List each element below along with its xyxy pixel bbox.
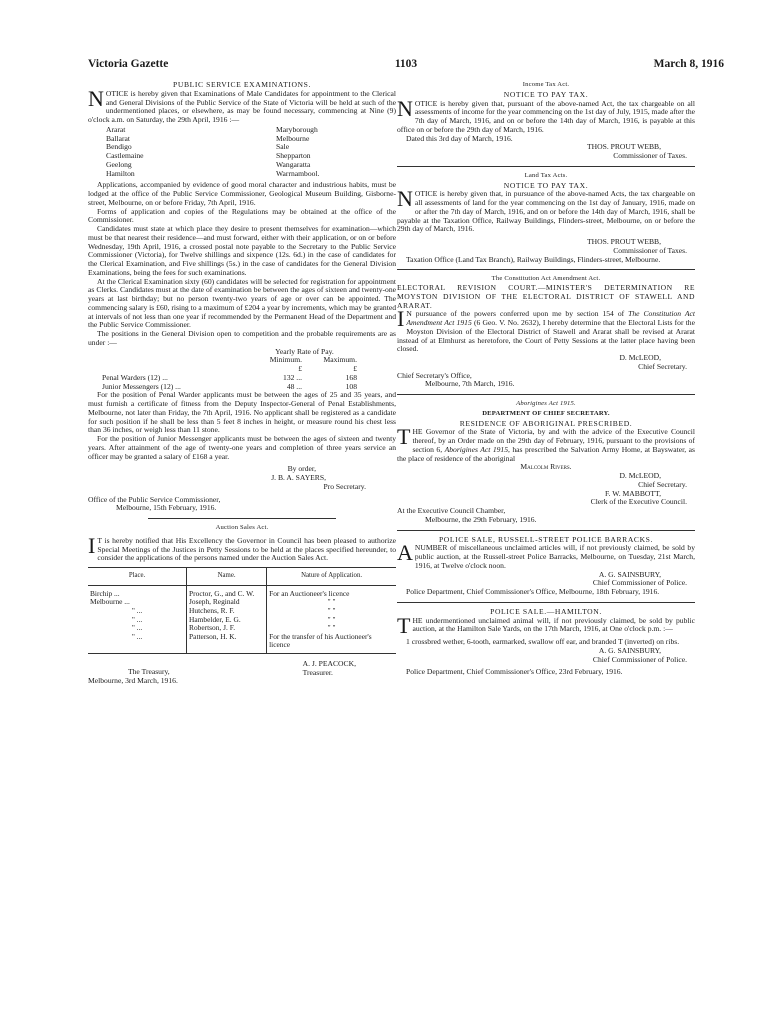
signer-name: D. McLEOD, [619, 353, 661, 362]
table-row: Birchip ... Proctor, G., and C. W. For an Auctioneer's licence [88, 585, 396, 598]
signer-name: A. G. SAINSBURY, [598, 569, 661, 579]
place-item: Hamilton [106, 168, 135, 178]
publication-title: Victoria Gazette [88, 58, 169, 70]
police-sale-hamilton-notice [397, 608, 695, 677]
drop-cap: T [397, 424, 411, 450]
section-divider [397, 530, 695, 531]
by-order: By order, [287, 464, 316, 474]
issue-place: The Treasury, [128, 666, 170, 676]
page-number: 1103 [394, 58, 418, 70]
signer-title: Commissioner of Taxes. [613, 245, 687, 255]
pay-currency: £ [353, 364, 357, 373]
paragraph: For the position of Junior Messenger applicants must be between the ages of sixteen and twenty years. After attainment of the age of twenty-one years and completion of three years service an officer may be granted a salary of £168 a year. [88, 434, 396, 461]
pay-row-max: 168 [345, 372, 357, 382]
signer-title: Chief Commissioner of Police. [592, 654, 687, 664]
place-item: Wangaratta [276, 159, 311, 169]
drop-cap: N [397, 186, 413, 212]
section-divider [397, 394, 695, 395]
examination-places [88, 126, 396, 179]
place-item: Warrnambool. [276, 168, 320, 178]
right-column [397, 80, 695, 980]
signer-name: J. B. A. SAYERS, [271, 473, 326, 482]
place-item: Ararat [106, 124, 126, 134]
pay-row-max: 108 [345, 381, 357, 391]
signer-name: THOS. PROUT WEBB, [587, 237, 661, 246]
notice-title: NOTICE TO PAY TAX. [503, 180, 589, 190]
notice-title: POLICE SALE, RUSSELL-STREET POLICE BARRACKS. [438, 534, 653, 544]
notice-body: A NUMBER of miscellaneous unclaimed articles will, if not previously claimed, be sold by public auction, at the Russell-street Police Barracks, Melbourne, on Tuesday, 21st March, 1916, at Twelve o'clock noon. [397, 540, 695, 570]
paragraph: The positions in the General Division open to competition and the probable requirements are as under :— [88, 329, 396, 347]
dated-line: Dated this 3rd day of March, 1916. [406, 133, 513, 143]
aborigines-act-notice [397, 400, 695, 525]
section-divider [397, 269, 695, 270]
notice-title: POLICE SALE.—HAMILTON. [490, 606, 602, 616]
paragraph: Forms of application and copies of the Regulations may be obtained at the office of the Commissioner. [88, 206, 396, 225]
department-heading: DEPARTMENT OF CHIEF SECRETARY. [482, 409, 610, 417]
notice-footer [88, 660, 396, 686]
notice-intro: NOTICE is hereby given that Examinations of Male Candidates for appointment to the Clerical and General Divisions of the Public Service of the State of Victoria will be held at such of the undermentioned places, or elsewhere, as may be found necessary, commencing at Nine (9) o'clock a.m. on Saturday, the 29th April, 1916 :— [88, 85, 396, 124]
signer-title: Chief Secretary. [638, 479, 687, 489]
table-row: " ... Hambelder, E. G. " " [88, 616, 396, 625]
notice-body: I N pursuance of the powers conferred upon me by section 154 of The Constitution Act Amendment Act 1915 (6 Geo. V. No. 2632), I hereby determine that the Electoral Lists for the Moyston Division of the Electoral District of Stawell and Ararat shall be revised at Ararat instead of at Elmhurst as heretofore, the Court of Petty Sessions at the latter place having been closed. [397, 306, 695, 354]
issuing-office: Taxation Office (Land Tax Branch), Railway Buildings, Flinders-street, Melbourne. [406, 254, 661, 264]
police-sale-russell-street-notice [397, 536, 695, 597]
pay-row-label: Junior Messengers (12) ... [102, 381, 181, 391]
signer-name: A. G. SAINSBURY, [598, 645, 661, 655]
notice-body: NOTICE is hereby given that, pursuant of the above-named Act, the tax chargeable on all assessments of income for the year commencing on the 1st day of July, 1915, made after the 7th day of March, 1916, and on or before the 14th day of March, 1916, is payable at this office on or before the 29th day of March, 1916. [397, 95, 695, 134]
issue-date: Melbourne, the 29th February, 1916. [425, 514, 537, 524]
signer-title: Treasurer. [302, 667, 333, 677]
place-item: Shepparton [276, 151, 311, 160]
left-column [88, 80, 396, 980]
place-item: Ballarat [106, 133, 131, 143]
act-title: Aborigines Act 1915. [516, 400, 576, 407]
pay-col-min: Minimum. [269, 355, 302, 365]
issuing-office: Police Department, Chief Commissioner's Office, 23rd February, 1916. [406, 667, 623, 677]
signer-title: Pro Secretary. [323, 481, 366, 491]
running-header [88, 58, 724, 74]
drop-cap: T [397, 612, 411, 638]
issue-place: At the Executive Council Chamber, [397, 506, 506, 515]
act-title: Auction Sales Act. [215, 524, 269, 531]
place-item: Geelong [106, 159, 132, 169]
signer-title: Chief Secretary. [638, 361, 687, 371]
pay-heading: Yearly Rate of Pay. [275, 346, 334, 356]
issue-place-date: Melbourne, 7th March, 1916. [425, 379, 515, 389]
place-item: Melbourne [276, 133, 310, 143]
clerk-name: F. W. MABBOTT, [604, 488, 661, 498]
place-item: Maryborough [276, 124, 318, 134]
auction-sales-act-notice [88, 524, 396, 685]
signer-name: THOS. PROUT WEBB, [587, 142, 661, 152]
issuing-office: Chief Secretary's Office, [397, 370, 472, 380]
act-title: Income Tax Act. [522, 81, 570, 88]
place-item: Bendigo [106, 142, 132, 152]
drop-cap: I [88, 532, 96, 558]
signer-name: A. J. PEACOCK, [302, 658, 356, 668]
constitution-act-notice [397, 275, 695, 389]
public-service-examinations-notice [88, 81, 396, 513]
notice-body: THE Governor of the State of Victoria, by and with the advice of the Executive Council thereof, by an Order made on the 29th day of February, 1916, pursuant to the provisions of section 6, Aborigines Act 1915, has prescribed the Salvation Army Home, at Bayswater, as the place of residence of the aboriginal [397, 424, 695, 463]
table-row: Melbourne ... Joseph, Reginald " " [88, 598, 396, 607]
section-divider [397, 166, 695, 167]
paragraph: For the position of Penal Warder applicants must be between the ages of 25 and 35 years, and must furnish a certificate of fitness from the Deputy Inspector-General of Penal Establishments, Melbourne, not later than Friday, the 7th April, 1916. No applicant shall be registered as a candidate for such position if he shall be less than 5 feet 8 inches in height, or measure round his chest less than 36 inches, or weigh less than 11 stone. [88, 390, 396, 435]
clerk-title: Clerk of the Executive Council. [590, 497, 687, 507]
place-item: Castlemaine [106, 151, 144, 160]
land-tax-notice [397, 172, 695, 265]
income-tax-notice [397, 81, 695, 161]
signer-name: D. McLEOD, [619, 471, 661, 480]
table-row: " ... Robertson, J. F. " " [88, 624, 396, 633]
notice-title: ELECTORAL REVISION COURT.—MINISTER'S DETERMINATION RE MOYSTON DIVISION OF THE ELECTORAL DISTRICT OF STAWELL AND ARARAT. [397, 283, 695, 310]
issuing-office: Office of the Public Service Commissioner, [88, 494, 221, 504]
column-header-nature: Nature of Application. [267, 568, 396, 586]
pay-row-min: 48 ... [286, 381, 302, 391]
table-row: " ... Hutchens, R. F. " " [88, 607, 396, 616]
applications-table [88, 567, 396, 654]
aboriginal-name: Malcolm Rivers. [520, 462, 572, 472]
notice-title: NOTICE TO PAY TAX. [503, 89, 589, 99]
act-title: The Constitution Act Amendment Act. [491, 275, 601, 283]
drop-cap: A [397, 540, 413, 566]
notice-title: PUBLIC SERVICE EXAMINATIONS. [173, 80, 311, 89]
issuing-office: Police Department, Chief Commissioner's Office, Melbourne, 18th February, 1916. [406, 587, 660, 596]
issue-place-date: Melbourne, 15th February, 1916. [116, 503, 217, 513]
place-item: Sale [276, 142, 290, 152]
notice-title: RESIDENCE OF ABORIGINAL PRESCRIBED. [459, 418, 633, 428]
notice-body: NOTICE is hereby given that, in pursuance of the above-named Acts, the tax chargeable on all assessments of land for the year commencing on the 1st day of January, 1916, made on or after the 7th day of March, 1916, and on or before the 14th day of March, 1916, shall be payable at the Taxation Office, Railway Buildings, Flinders-street, Melbourne, on or before the 29th day of March, 1916. [397, 186, 695, 234]
column-header-name: Name. [187, 568, 267, 586]
pay-currency: £ [298, 364, 302, 373]
sale-item: 1 crossbred wether, 6-tooth, earmarked, swallow off ear, and branded T (inverted) on ribs. [406, 637, 680, 646]
pay-row-label: Penal Warders (12) ... [102, 372, 168, 382]
notice-body: THE undermentioned unclaimed animal will, if not previously claimed, be sold by public auction, at the Hamilton Sale Yards, on the 17th March, 1916, at One o'clock p.m. :— [397, 612, 695, 638]
drop-cap: I [397, 306, 405, 332]
signer-title: Commissioner of Taxes. [613, 151, 687, 160]
notice-body: I T is hereby notified that His Excellency the Governor in Council has been pleased to authorize Special Meetings of the Justices in Petty Sessions to be held at the places specified hereunder, to consider the applications of the persons named under the Auction Sales Act. [88, 532, 396, 563]
paragraph: At the Clerical Examination sixty (60) candidates will be selected for registration for appointment as Clerks. Candidates must at the date of examination be between the ages of sixteen and twenty-one years at last birthday; but no person twenty-two years of age or over can be appointed. The commencing salary is £60, rising to a maximum of £204 a year by increments, which may be granted at intervals of not less than one year if recommended by the Permanent Head of the Department and the Public Service Commissioner. [88, 276, 396, 330]
issue-date: Melbourne, 3rd March, 1916. [88, 675, 178, 685]
pay-row-min: 132 ... [283, 372, 302, 382]
column-header-place: Place. [88, 568, 187, 586]
pay-table [88, 348, 396, 392]
drop-cap: N [397, 95, 413, 121]
paragraph: Candidates must state at which place they desire to present themselves for examination—which must be that nearest their residence—and must forward, either with their application, or on or before Wednesday, 19th April, 1916, a crossed postal note payable to the Secretary to the Public Service Commissioner (Victoria), for Twelve shillings and sixpence (12s. 6d.) in the case of candidates for the Clerical Examination, and Five shillings (5s.) in the case of candidates for the General Division Examinations, being the fees for such examinations. [88, 224, 396, 277]
section-divider [397, 602, 695, 603]
section-divider [148, 518, 336, 519]
pay-col-max: Maximum. [323, 355, 357, 365]
paragraph: Applications, accompanied by evidence of good moral character and industrious habits, must be lodged at the office of the Public Service Commissioner, Geological Museum Building, Gisborne-street, Melbourne, on or before Friday, 7th April, 1916. [88, 180, 396, 207]
table-row: " ... Patterson, H. K. For the transfer of his Auctioneer's licence [88, 633, 396, 654]
signer-title: Chief Commissioner of Police. [592, 578, 687, 588]
act-title: Land Tax Acts. [524, 171, 568, 179]
issue-date: March 8, 1916 [653, 58, 724, 70]
drop-cap: N [88, 85, 104, 111]
